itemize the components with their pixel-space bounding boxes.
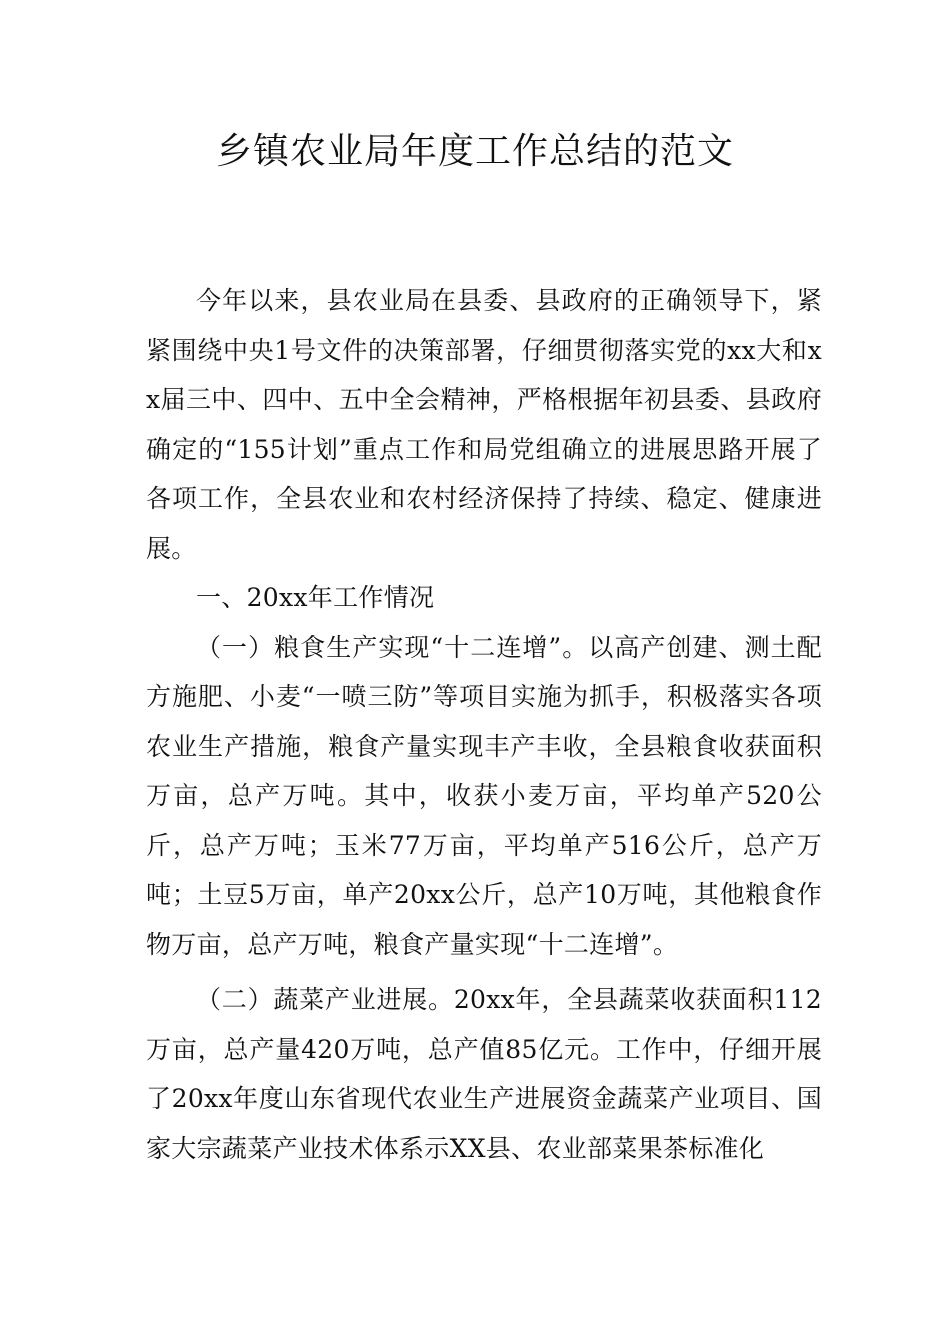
paragraph-grain-production: （一）粮食生产实现“十二连增”。以高产创建、测土配方施肥、小麦“一喷三防”等项目实施为抓手，积极落实各项农业生产措施，粮食产量实现丰产丰收，全县粮食收获面积万亩，总产万吨。其中，收获小麦万亩，平均单产520公斤，总产万吨；玉米77万亩，平均单产516公斤，总产万吨；土豆5万亩，单产20xx公斤，总产10万吨，其他粮食作物万亩，总产万吨，粮食产量实现“十二连增”。 <box>146 632 822 959</box>
paragraph-vegetable-industry: （二）蔬菜产业进展。20xx年，全县蔬菜收获面积112万亩，总产量420万吨，总产值85亿元。工作中，仔细开展了20xx年度山东省现代农业生产进展资金蔬菜产业项目、国家大宗蔬菜产业技术体系示XX县、农业部菜果茶标准化 <box>146 985 822 1163</box>
section-heading: 一、20xx年工作情况 <box>196 583 435 612</box>
paragraph-intro: 今年以来，县农业局在县委、县政府的正确领导下，紧紧围绕中央1号文件的决策部署，仔细贯彻落实党的xx大和xx届三中、四中、五中全会精神，严格根据年初县委、县政府确定的“155计划”重点工作和局党组确立的进展思路开展了各项工作，全县农业和农村经济保持了持续、稳定、健康进展。 <box>146 286 822 563</box>
document-body <box>146 276 822 1173</box>
document-title: 乡镇农业局年度工作总结的范文 <box>215 131 734 172</box>
